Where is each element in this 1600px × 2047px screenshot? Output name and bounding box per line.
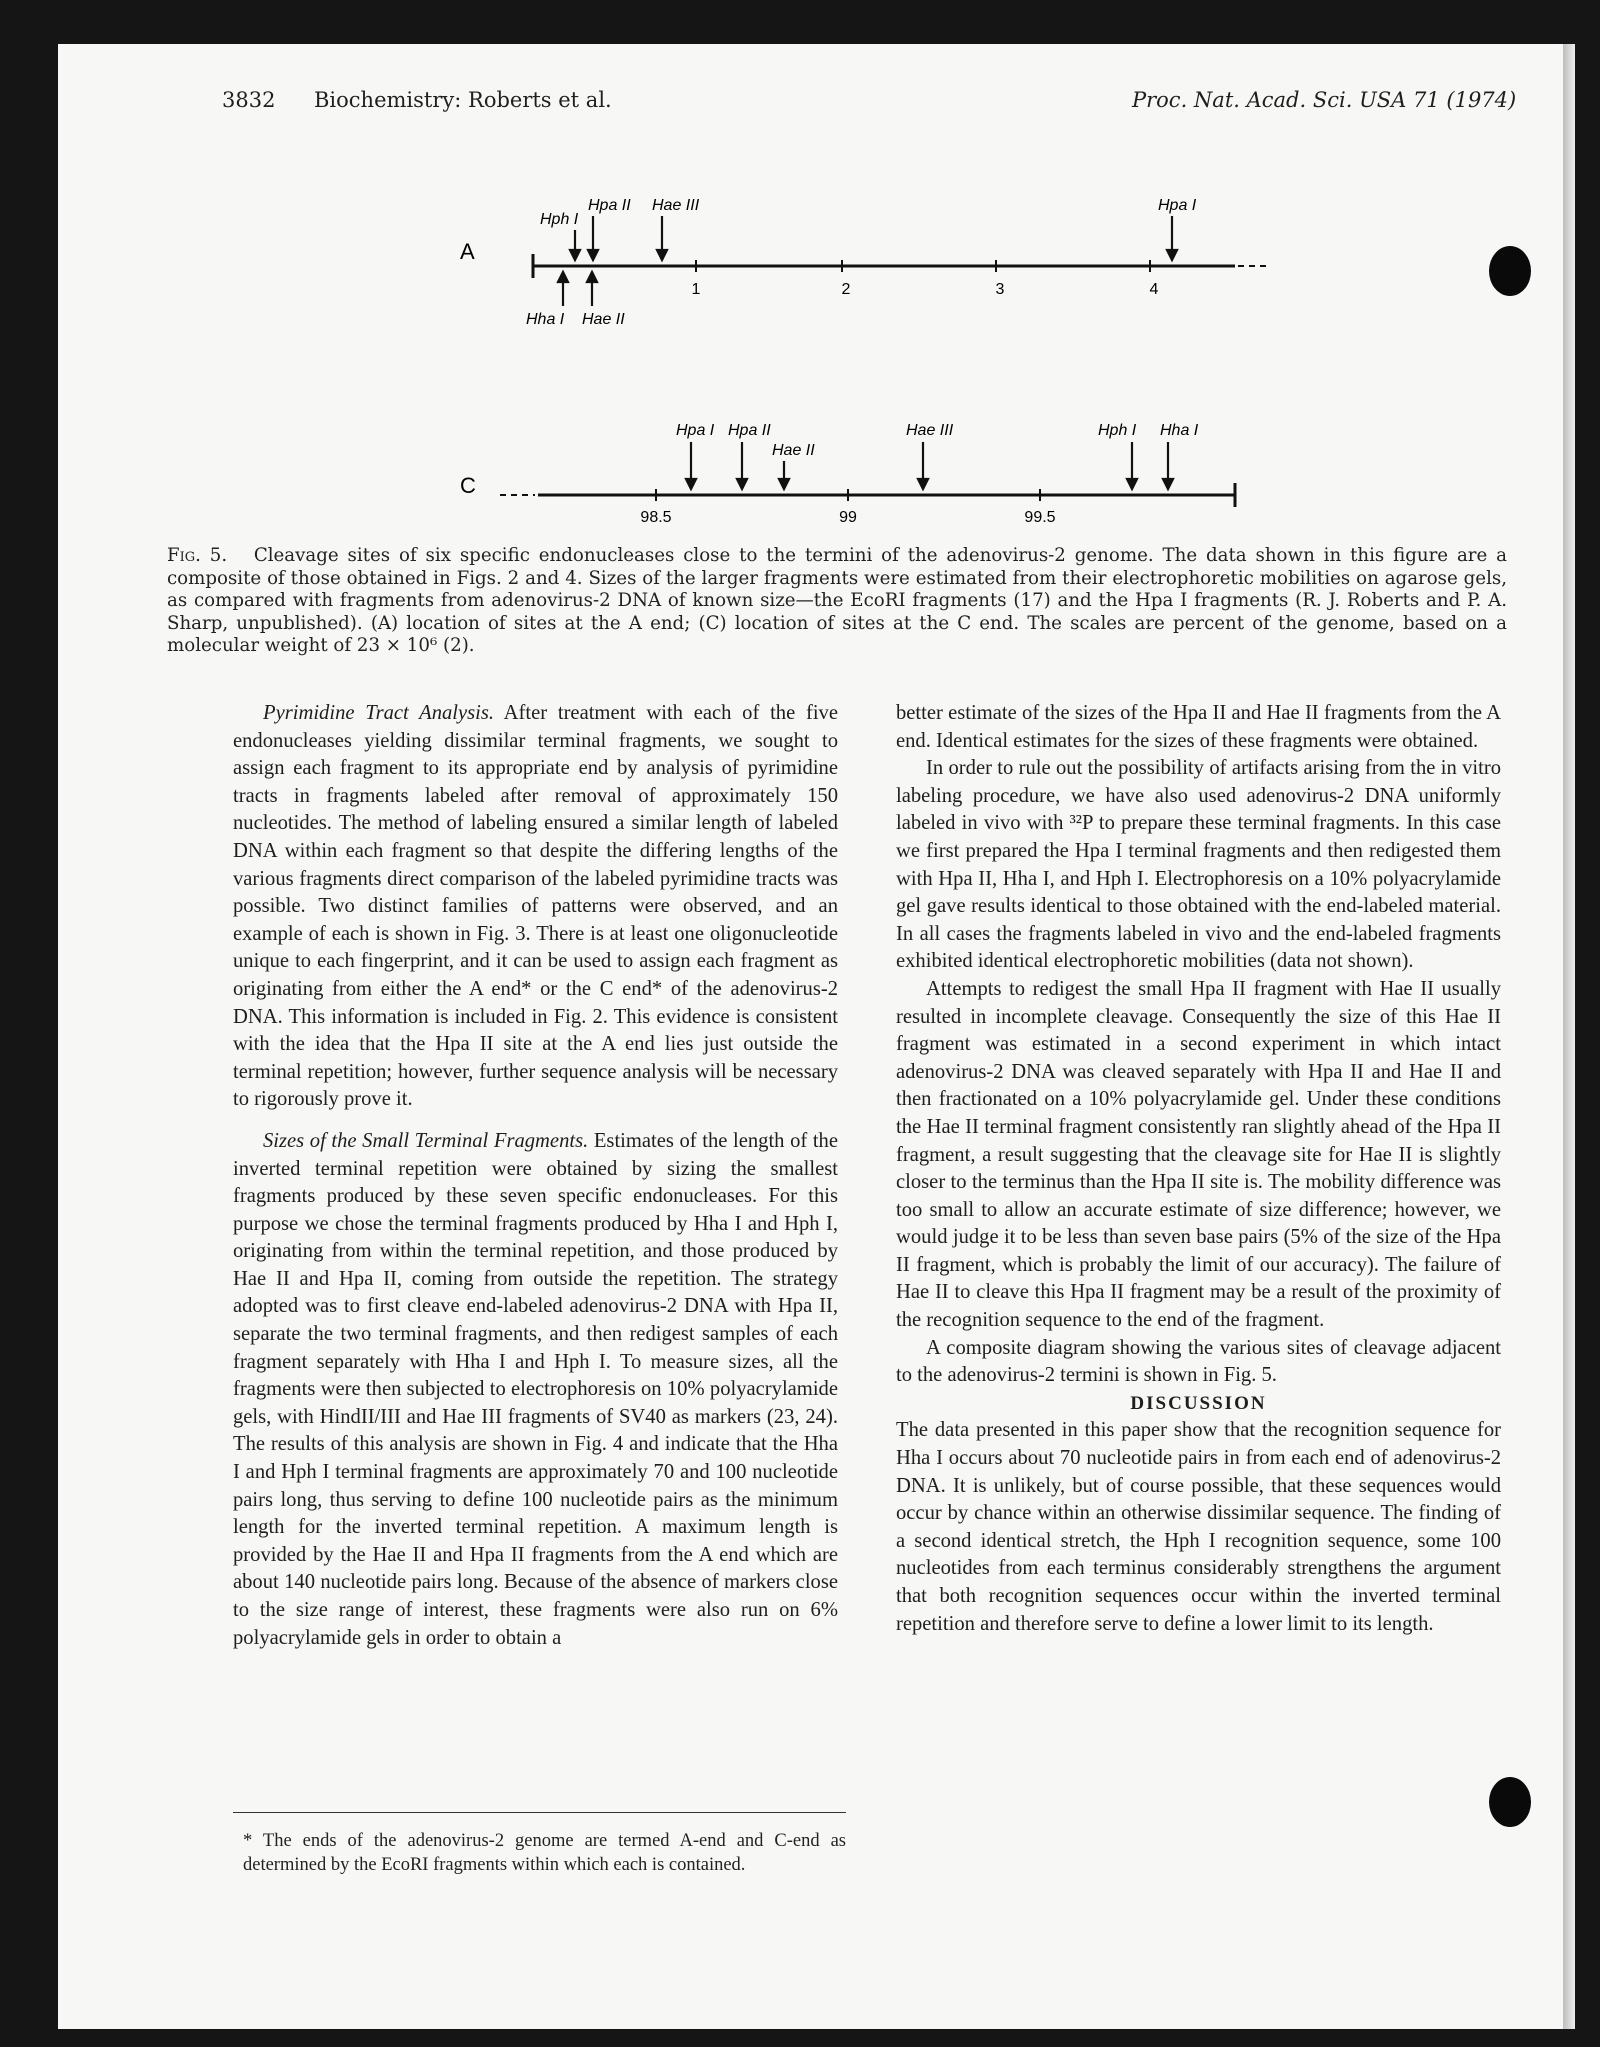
running-head: Biochemistry: Roberts et al. (314, 88, 612, 112)
paragraph-composite: A composite diagram showing the various sites of cleavage adjacent to the adenovirus-2 termini is shown in Fig. 5. (896, 1336, 1501, 1387)
panel-a-axis (533, 254, 1235, 278)
footnote-rule (233, 1812, 846, 1813)
arrow-down-hph1 (570, 230, 580, 260)
arrow-down-c-hae3 (918, 442, 928, 489)
panel-a-site-hae3: Hae III (652, 197, 700, 214)
panel-a-tick-1: 1 (691, 281, 701, 298)
panel-c-tick-99-5: 99.5 (1024, 509, 1056, 526)
arrow-down-c-hpa1 (686, 442, 696, 489)
figure-label: Fig. 5. (167, 545, 228, 566)
panel-a-site-hpa2: Hpa II (588, 197, 631, 214)
paragraph-redigest: Attempts to redigest the small Hpa II fragment with Hae II usually resulted in incomplete cleavage. Consequently the size of this Hae II fragment was estimated in a second experiment in which intact adenovirus-2 DNA was cleaved separately with Hpa II and Hae II and then fractionated on a 10% polyacrylamide gel. Under these conditions the Hae II terminal fragment consistently ran slightly ahead of the Hpa II fragment, a result suggesting that the cleavage site for Hae II is slightly closer to the terminus than the Hpa II site is. The mobility difference was too small to allow an accurate estimate of size difference; however, we would judge it to be less than seven base pairs (5% of the size of the Hpa II fragment, which is probably the limit of our accuracy). The failure of Hae II to cleave this Hpa II fragment may be a result of the proximity of the recognition sequence to the end of the fragment. (896, 977, 1501, 1332)
panel-a-site-hha1: Hha I (526, 311, 565, 328)
binder-hole-top (1489, 246, 1531, 296)
run-in-heading: Pyrimidine Tract Analysis. (263, 702, 495, 724)
paragraph-text: Estimates of the length of the inverted terminal repetition were obtained by sizing the smallest fragments produced by these seven specific endonucleases. For this purpose we chose the terminal fragments produced by Hha I and Hph I, originating from within the terminal repetition, and those produced by Hae II and Hpa II, coming from outside the repetition. The strategy adopted was to first cleave end-labeled adenovirus-2 DNA with Hpa II, separate the two terminal fragments, and then redigest samples of each fragment separately with Hha I and Hph I. To measure sizes, all the fragments were then subjected to electrophoresis on 10% polyacrylamide gels, with HindII/III and Hae III fragments of SV40 as markers (23, 24). The results of this analysis are shown in Fig. 4 and indicate that the Hha I and Hph I terminal fragments are approximately 70 and 100 nucleotide pairs long, thus serving to define 100 nucleotide pairs as the minimum length for the inverted terminal repetition. A maximum length is provided by the Hae II and Hpa II fragments from the A end which are about 140 nucleotide pairs long. Because of the absence of markers close to the size range of interest, these fragments were also run on 6% polyacrylamide gels in order to obtain a (233, 1129, 838, 1649)
paragraph-continued: better estimate of the sizes of the Hpa II and Hae II fragments from the A end. Identical estimates for the sizes of these fragments were obtained. (896, 702, 1501, 752)
section-heading-discussion: DISCUSSION (1130, 1392, 1267, 1414)
left-column (233, 700, 838, 1652)
figure-5-cleavage-map (380, 150, 1280, 530)
arrow-up-hae2 (587, 272, 597, 306)
run-in-heading: Sizes of the Small Terminal Fragments. (263, 1129, 589, 1152)
panel-c-site-hae2: Hae II (772, 442, 815, 459)
panel-a-site-hpa1: Hpa I (1158, 197, 1197, 214)
paragraph-text: After treatment with each of the five endonucleases yielding dissimilar terminal fragments, we sought to assign each fragment to its appropriate end by analysis of pyrimidine tracts in fragments labeled after removal of approximately 150 nucleotides. The method of labeling ensured a similar length of labeled DNA within each fragment so that despite the differing lengths of the various fragments direct comparison of the labeled pyrimidine tracts was possible. Two distinct families of patterns were observed, and an example of each is shown in Fig. 3. There is at least one oligonucleotide unique to each fingerprint, and it can be used to assign each fragment as originating from either the A end* or the C end* of the adenovirus-2 DNA. This information is included in Fig. 2. This evidence is consistent with the idea that the Hpa II site at the A end lies just outside the terminal repetition; however, further sequence analysis will be necessary to rigorously prove it. (233, 702, 838, 1111)
arrow-down-hpa2 (588, 216, 598, 260)
page-edge-shadow (1563, 44, 1575, 2029)
right-column (896, 700, 1501, 1638)
figure-caption-text: Cleavage sites of six specific endonucleases close to the termini of the adenovirus-2 genome. The data shown in this figure are a composite of those obtained in Figs. 2 and 4. Sizes of the larger fragments were estimated from their electrophoretic mobilities on agarose gels, as compared with fragments from adenovirus-2 DNA of known size—the EcoRI fragments (17) and the Hpa I fragments (R. J. Roberts and P. A. Sharp, unpublished). (A) location of sites at the A end; (C) location of sites at the C end. The scales are percent of the genome, based on a molecular weight of 23 × 10⁶ (2). (167, 545, 1507, 656)
arrow-down-c-hha1 (1163, 442, 1173, 489)
panel-a-site-hae2: Hae II (582, 311, 625, 328)
footnote: * The ends of the adenovirus-2 genome are termed A-end and C-end as determined by the EcoRI fragments within which each is contained. (243, 1831, 846, 1875)
panel-a-tick-3: 3 (995, 281, 1005, 298)
panel-c-tick-99: 99 (839, 509, 857, 526)
paragraph-pyrimidine-tract (233, 700, 838, 1114)
panel-c-site-hpa2: Hpa II (728, 422, 771, 439)
panel-a-site-hph1: Hph I (540, 211, 579, 228)
paragraph-in-vivo: In order to rule out the possibility of artifacts arising from the in vitro labeling procedure, we have also used adenovirus-2 DNA uniformly labeled in vivo with ³²P to prepare these terminal fragments. In this case we first prepared the Hpa I terminal fragments and then redigested them with Hpa II, Hha I, and Hph I. Electrophoresis on a 10% polyacrylamide gel gave results identical to those obtained with the end-labeled material. In all cases the fragments labeled in vivo and the end-labeled fragments exhibited identical electrophoretic mobilities (data not shown). (896, 757, 1501, 973)
arrow-down-c-hae2 (779, 461, 789, 489)
arrow-down-hpa1 (1167, 216, 1177, 260)
paragraph-small-fragments (233, 1128, 838, 1652)
figure-caption (167, 545, 1507, 658)
paragraph-discussion: The data presented in this paper show that the recognition sequence for Hha I occurs about 70 nucleotide pairs in from each end of adenovirus-2 DNA. It is unlikely, but of course possible, that these sequences would occur by chance within an otherwise dissimilar sequence. The finding of a second identical stretch, the Hph I recognition sequence, some 100 nucleotides from each terminus considerably strengthens the argument that both recognition sequences occur within the inverted terminal repetition and therefore serve to define a lower limit to its length. (896, 1419, 1501, 1635)
panel-c-site-hpa1: Hpa I (676, 422, 715, 439)
arrow-down-c-hpa2 (737, 442, 747, 489)
journal-citation: Proc. Nat. Acad. Sci. USA 71 (1974) (1132, 88, 1517, 112)
panel-c-site-hae3: Hae III (906, 422, 954, 439)
page-number: 3832 (222, 88, 276, 112)
panel-c-site-hph1: Hph I (1098, 422, 1137, 439)
arrow-down-c-hph1 (1127, 442, 1137, 489)
panel-c-label: C (460, 473, 476, 498)
panel-c-tick-98-5: 98.5 (640, 509, 672, 526)
panel-c-site-hha1: Hha I (1160, 422, 1199, 439)
panel-a-tick-4: 4 (1149, 281, 1159, 298)
panel-a-label: A (460, 239, 475, 264)
panel-a-tick-2: 2 (841, 281, 851, 298)
binder-hole-bottom (1489, 1777, 1531, 1827)
arrow-up-hha1 (558, 272, 568, 306)
arrow-down-hae3 (657, 216, 667, 260)
